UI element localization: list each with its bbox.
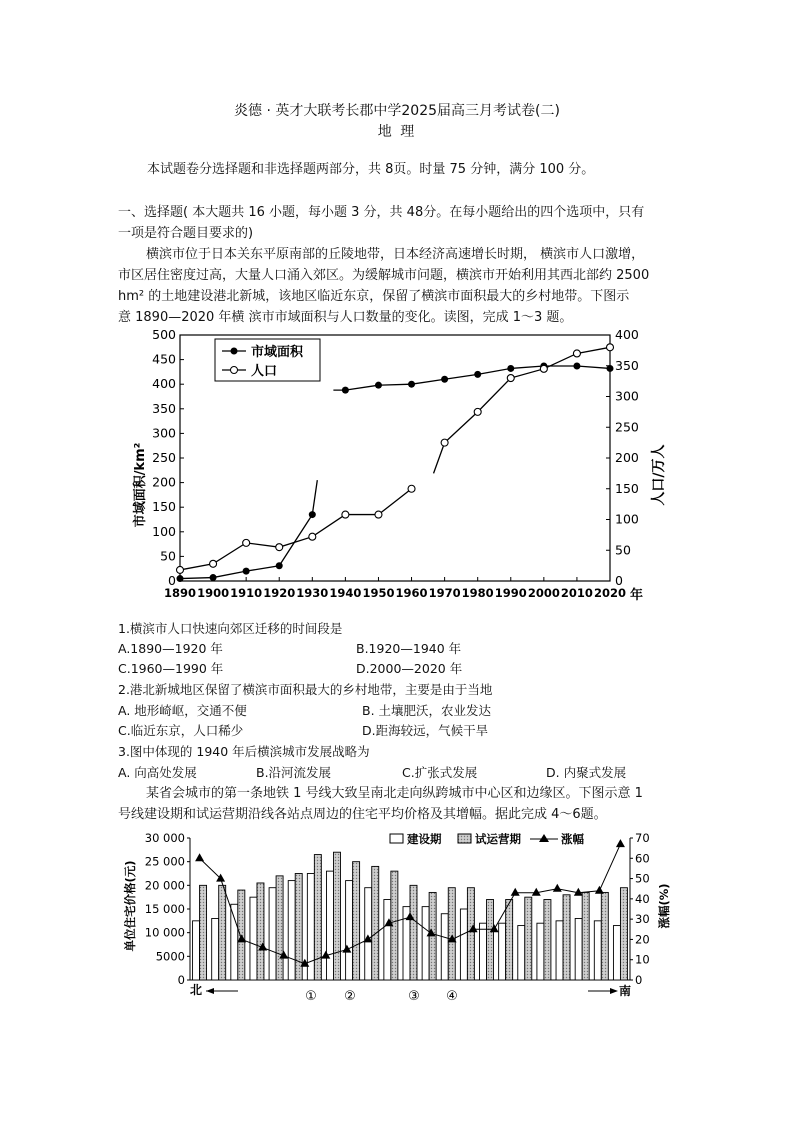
area-point-1920 <box>276 562 283 569</box>
passage1-line4: 意 1890—2020 年横 滨市市域面积与人口数量的变化。读图，完成 1～3 题。 <box>118 310 573 325</box>
growth-point-2 <box>216 874 225 882</box>
trial-bar-6 <box>295 874 302 981</box>
section-heading-line2: 一项是符合题目要求的) <box>118 226 254 241</box>
trial-bar-22 <box>601 892 608 980</box>
growth-point-1 <box>195 853 204 861</box>
construction-bar-10 <box>365 888 372 980</box>
construction-bar-15 <box>460 909 467 980</box>
y-left-tick-label: 500 <box>152 327 176 342</box>
population-point-1980 <box>474 408 481 415</box>
passage2-line2: 号线建设期和试运营期沿线各站点周边的住宅平均价格及其增幅。据此完成 4～6题。 <box>118 807 607 822</box>
x-tick-label: 2000 <box>527 586 560 600</box>
population-point-2000 <box>540 365 547 372</box>
trial-bar-23 <box>620 888 627 980</box>
x-tick-label: 1990 <box>494 586 527 600</box>
trial-bar-4 <box>257 883 264 980</box>
trial-bar-20 <box>563 895 570 980</box>
area-line-early <box>180 480 317 578</box>
legend-area-marker <box>231 348 238 355</box>
area-point-2020 <box>607 365 614 372</box>
trial-bar-15 <box>467 888 474 980</box>
passage1-line1: 横滨市位于日本关东平原南部的丘陵地带，日本经济高速增长时期， 横滨市人口激增， <box>146 247 645 262</box>
construction-bar-17 <box>499 923 506 980</box>
trial-bar-19 <box>544 900 551 980</box>
population-point-2010 <box>573 350 580 357</box>
x-tick-label: 1940 <box>329 586 362 600</box>
y-right-tick-label: 20 <box>635 932 650 947</box>
trial-bar-16 <box>487 900 494 980</box>
construction-bar-3 <box>231 904 238 980</box>
y-left-tick-label: 5000 <box>155 949 185 964</box>
q3-option-c[interactable]: C.扩张式发展 <box>402 765 478 780</box>
passage1-line2: 市区居住密度过高，大量人口涌入郊区。为缓解城市问题，横滨市开始利用其西北部约 2500 <box>118 268 650 283</box>
north-label: 北 <box>190 983 203 997</box>
q2-option-d[interactable]: D.距海较远，气候干旱 <box>362 723 489 738</box>
q2-stem: 2.港北新城地区保留了横滨市面积最大的乡村地带，主要是由于当地 <box>118 682 493 697</box>
trial-bar-12 <box>410 885 417 980</box>
y-left-tick-label: 150 <box>152 499 176 515</box>
station-marker-3: ③ <box>408 989 420 1004</box>
construction-bar-16 <box>480 923 487 980</box>
station-marker-4: ④ <box>446 989 458 1004</box>
x-tick-label: 1970 <box>428 586 461 600</box>
y-right-axis-label: 涨幅(%) <box>657 883 671 929</box>
area-point-1950 <box>375 382 382 389</box>
population-point-1970 <box>441 439 448 446</box>
construction-bar-11 <box>384 900 391 980</box>
area-point-1910 <box>243 568 250 575</box>
area-point-2010 <box>573 362 580 369</box>
q1-stem: 1.横滨市人口快速向郊区迁移的时间段是 <box>118 621 343 636</box>
station-marker-2: ② <box>344 989 356 1004</box>
intro-text: 本试题卷分选择题和非选择题两部分，共 8页。时量 75 分钟，满分 100 分。 <box>147 162 595 177</box>
y-right-tick-label: 10 <box>635 952 650 967</box>
trial-bar-1 <box>200 885 207 980</box>
north-arrow-icon <box>206 988 214 994</box>
y-right-tick-label: 300 <box>615 388 639 404</box>
passage1-line3: hm² 的土地建设港北新城，该地区临近东京，保留了横滨市面积最大的乡村地带。下图示 <box>118 289 630 304</box>
y-left-tick-label: 15 000 <box>144 902 185 916</box>
population-point-1910 <box>243 539 250 546</box>
population-point-1950 <box>375 511 382 518</box>
y-right-tick-label: 400 <box>615 327 639 342</box>
x-tick-label: 1920 <box>263 586 296 600</box>
trial-bar-9 <box>353 862 360 980</box>
construction-bar-14 <box>441 914 448 980</box>
y-left-tick-label: 450 <box>152 351 176 367</box>
trial-bar-18 <box>525 897 532 980</box>
x-tick-label: 1980 <box>461 586 494 600</box>
trial-bar-2 <box>219 885 226 980</box>
legend-construction-swatch <box>390 834 403 843</box>
y-right-tick-label: 0 <box>615 573 623 588</box>
growth-point-21 <box>616 839 625 847</box>
y-right-tick-label: 0 <box>635 973 643 987</box>
population-point-2020 <box>607 344 614 351</box>
trial-bar-8 <box>333 852 340 980</box>
legend-population-label: 人口 <box>251 364 278 379</box>
area-line-late <box>333 366 610 390</box>
construction-bar-1 <box>193 921 200 980</box>
area-point-1890 <box>177 575 184 582</box>
y-left-tick-label: 0 <box>168 573 176 588</box>
legend-growth-label: 涨幅 <box>561 832 584 846</box>
y-left-tick-label: 200 <box>152 474 176 490</box>
y-right-tick-label: 70 <box>635 831 650 845</box>
q1-option-b[interactable]: B.1920—1940 年 <box>356 641 462 656</box>
x-tick-label: 1950 <box>362 586 395 600</box>
y-right-tick-label: 250 <box>615 419 639 435</box>
y-left-tick-label: 350 <box>152 400 176 416</box>
y-left-axis-label: 单位住宅价格(元) <box>123 860 137 952</box>
area-point-1980 <box>474 371 481 378</box>
x-tick-label: 1910 <box>230 586 263 600</box>
y-left-axis-label: 市域面积/km² <box>133 442 148 528</box>
area-point-1930 <box>309 511 316 518</box>
q2-option-a[interactable]: A. 地形崎岖，交通不便 <box>118 703 247 718</box>
y-left-tick-label: 30 000 <box>144 831 185 845</box>
area-point-1940 <box>342 387 349 394</box>
construction-bar-2 <box>212 918 219 980</box>
population-point-1960 <box>408 485 415 492</box>
area-point-1990 <box>507 365 514 372</box>
trial-bar-5 <box>276 876 283 980</box>
legend-population-marker <box>231 367 238 374</box>
y-right-tick-label: 150 <box>615 480 639 496</box>
q2-option-c[interactable]: C.临近东京，人口稀少 <box>118 723 244 738</box>
construction-bar-4 <box>250 897 257 980</box>
y-right-tick-label: 100 <box>615 511 639 527</box>
y-left-tick-label: 10 000 <box>144 925 185 940</box>
y-left-tick-label: 300 <box>152 425 176 441</box>
growth-point-18 <box>553 884 562 892</box>
y-left-tick-label: 0 <box>177 973 185 987</box>
y-right-tick-label: 350 <box>615 357 639 373</box>
x-tick-label: 1900 <box>197 586 230 600</box>
q1-option-d[interactable]: D.2000—2020 年 <box>356 661 463 676</box>
x-axis-unit: 年 <box>630 588 644 603</box>
population-point-1990 <box>507 375 514 382</box>
x-tick-label: 1930 <box>296 586 329 600</box>
legend-area-label: 市域面积 <box>251 345 304 360</box>
y-left-tick-label: 250 <box>152 450 176 465</box>
population-point-1890 <box>177 566 184 573</box>
population-point-1930 <box>309 533 316 540</box>
construction-bar-5 <box>269 888 276 980</box>
y-right-tick-label: 50 <box>615 542 631 558</box>
legend-growth-marker <box>539 834 549 842</box>
y-right-tick-label: 50 <box>635 871 650 886</box>
y-right-tick-label: 30 <box>635 912 650 927</box>
station-marker-1: ① <box>305 989 317 1004</box>
population-point-1920 <box>276 544 283 551</box>
south-arrow-icon <box>610 988 618 994</box>
construction-bar-22 <box>594 921 601 980</box>
legend-trial-swatch <box>458 834 471 843</box>
q3-stem: 3.图中体现的 1940 年后横滨城市发展战略为 <box>118 744 370 759</box>
trial-bar-14 <box>448 888 455 980</box>
construction-bar-18 <box>518 926 525 980</box>
legend-construction-label: 建设期 <box>407 832 442 846</box>
y-left-tick-label: 400 <box>152 376 176 392</box>
growth-point-20 <box>595 886 604 894</box>
q3-option-a[interactable]: A. 向高处发展 <box>118 765 197 780</box>
section-heading-line1: 一、选择题( 本大题共 16 小题，每小题 3 分，共 48分。在每小题给出的四个选项中，只有 <box>118 205 645 220</box>
y-left-tick-label: 25 000 <box>144 854 185 869</box>
area-population-chart <box>118 325 678 610</box>
construction-bar-7 <box>307 874 314 981</box>
construction-bar-13 <box>422 907 429 980</box>
area-point-1900 <box>210 574 217 581</box>
trial-bar-17 <box>506 900 513 980</box>
construction-bar-21 <box>575 918 582 980</box>
area-point-1960 <box>408 381 415 388</box>
y-right-tick-label: 40 <box>635 891 650 906</box>
south-label: 南 <box>619 984 632 998</box>
y-right-tick-label: 60 <box>635 851 650 866</box>
population-line-early <box>180 489 412 570</box>
x-tick-label: 1890 <box>163 586 197 600</box>
construction-bar-20 <box>556 921 563 980</box>
construction-bar-19 <box>537 923 544 980</box>
growth-point-16 <box>511 888 520 896</box>
y-left-tick-label: 50 <box>160 548 176 564</box>
y-left-tick-label: 100 <box>152 523 176 539</box>
construction-bar-9 <box>346 881 353 980</box>
q3-option-d[interactable]: D. 内聚式发展 <box>546 765 627 780</box>
trial-bar-10 <box>372 866 379 980</box>
x-tick-label: 1960 <box>395 586 428 600</box>
housing-price-chart <box>118 826 678 1006</box>
construction-bar-6 <box>288 881 295 980</box>
y-right-axis-label: 人口/万人 <box>651 444 667 506</box>
q1-option-a[interactable]: A.1890—1920 年 <box>118 641 223 656</box>
population-point-1940 <box>342 511 349 518</box>
y-left-tick-label: 20 000 <box>144 878 185 893</box>
population-point-1900 <box>210 560 217 567</box>
legend-trial-label: 试运营期 <box>475 832 521 846</box>
trial-bar-21 <box>582 892 589 980</box>
construction-bar-8 <box>326 871 333 980</box>
subject-title: 地 理 <box>377 124 417 140</box>
q3-option-b[interactable]: B.沿河流发展 <box>256 765 332 780</box>
construction-bar-23 <box>613 926 620 980</box>
trial-bar-7 <box>314 855 321 980</box>
x-tick-label: 2020 <box>593 586 627 600</box>
q1-option-c[interactable]: C.1960—1990 年 <box>118 661 224 676</box>
x-tick-label: 2010 <box>560 586 593 600</box>
passage2-line1: 某省会城市的第一条地铁 1 号线大致呈南北走向纵跨城市中心区和边缘区。下图示意 1 <box>146 786 643 801</box>
q2-option-b[interactable]: B. 土壤肥沃，农业发达 <box>362 703 492 718</box>
y-right-tick-label: 200 <box>615 450 639 465</box>
area-point-1970 <box>441 376 448 383</box>
exam-title: 炎德 · 英才大联考长郡中学2025届高三月考试卷(二) <box>234 103 560 119</box>
